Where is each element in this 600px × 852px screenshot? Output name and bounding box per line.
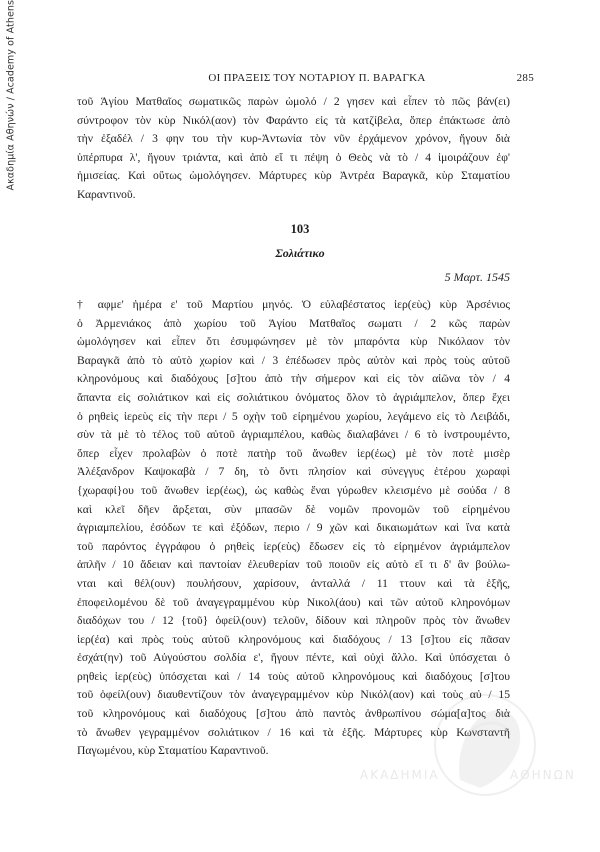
text-line: ρηθεὶς ἱερ(εὺς) ὑπόσχεται καὶ / 14 τοὺς αὐτοῦ κληρονόμους καὶ διαδόχους [σ]του (77, 669, 510, 683)
text-line: σύντροφον τὸν κὺρ Νικόλ(αον) τὸν Φαράντο εἰς τὰ κατζίβελα, ὅπερ ἐπάκτωσε ἀπὸ (77, 113, 510, 127)
text-line: ἅπαντα εἰς σολιάτικον καὶ εἰς σολιάτικου ὀνόματος ὅλον τὸ ἀγριάμπελον, ὅπερ ἔχει (77, 390, 510, 404)
page-number: 285 (516, 72, 534, 84)
text-line: ἱερ(έα) καὶ πρὸς τοὺς αὐτοῦ κληρονόμους καὶ διαδόχους / 13 [σ]του εἰς πᾶσαν (77, 632, 510, 646)
text-line: τοῦ κληρονόμους καὶ διαδόχους [σ]του ἀπὸ παντὸς ἀνθρωπίνου σώμα[α]τος διὰ (77, 707, 510, 721)
text-line: ὁ Ἀρμενιάκος ἀπὸ χωρίου τοῦ Ἁγίου Ματθαῖος σωματι / 2 κῶς παρὼν (77, 316, 510, 330)
text-line: σὺν τὰ μὲ τὸ τέλος τοῦ αὐτοῦ ἀγριαμπέλου, καθὼς διαλαβάνει / 6 τὸ ἰνστρουμέντο, (77, 428, 510, 442)
text-line: νται καὶ θέλ(ουν) πουλήσουν, χαρίσουν, ἀνταλλά / 11 ττουν καὶ τὰ ἑξῆς, (77, 576, 510, 590)
text-line: καὶ κλεῖ δῆεν ἄρξεται, σὺν μπασῶν δὲ νομῶν προνομῶν τοῦ εἰρημένου (77, 502, 510, 516)
academy-watermark (360, 690, 600, 840)
side-label: Ακαδημία Αθηνών / Academy of Athens (5, 0, 17, 191)
text-line: ἐποφειλομένου δὲ τοῦ ἀναγεγραμμένου κὺρ Νικολ(άου) καὶ τῶν αὐτοῦ κληρονόμων (77, 595, 510, 609)
text-line: τοῦ Ἁγίου Ματθαῖος σωματικῶς παρὼν ὡμολό / 2 γησεν καὶ εἶπεν τὸ πῶς βάν(ει) (77, 95, 510, 108)
text-line: ἡμισείας. Καὶ οὕτως ὡμολόγησεν. Μάρτυρες κὺρ Ἀντρέα Βαραγκᾶ, κὺρ Σταματίου (77, 169, 510, 183)
watermark-word-1: ΑΚΑΔΗΜΙΑ (360, 768, 440, 782)
text-line: τοῦ ὀφείλ(ουν) διαυθεντίζουν τὸν ἀναγεγραμμένον κὺρ Νικόλ(αον) καὶ τοὺς αὐ / 15 (77, 688, 510, 702)
text-line: ὁ ρηθεὶς ἱερεὺς εἰς τὴν περι / 5 οχὴν τοῦ εἰρημένου χωρίου, λεγάμενο εἰς τὸ Λειβάδι, (77, 409, 510, 423)
text-line: τὸ ἄνωθεν γεγραμμένον σολιάτικον / 16 καὶ τὰ ἑξῆς. Μάρτυρες κὺρ Κωνσταντῆ (77, 725, 510, 739)
text-line: Καραντινοῦ. (77, 187, 136, 201)
text-line: τοῦ παρόντος ἐγγράφου ὁ ρηθεὶς ἱερ(εὺς) ἔδωσεν εἰς τὸ εἰρημένον ἀγριάμπελον (77, 539, 510, 553)
watermark-word-2: ΑΘΗΝΩΝ (510, 768, 576, 782)
text-line: κληρονόμους καὶ διαδόχους [σ]του ἀπὸ τὴν σήμερον καὶ εἰς τὸν αἰῶνα τὸν / 4 (77, 372, 510, 386)
text-line: ἀπλῆν / 10 ἄδειαν καὶ παντοίαν ἐλευθερίαν τοῦ ποιοῦν εἰς αὐτὸ εἴ τι δ' ἂν βούλω- (77, 558, 510, 572)
document-date: 5 Μαρτ. 1545 (444, 270, 510, 284)
text-line: ἀγριαμπελίου, ἐσόδων τε καὶ ἐξόδων, περιο / 9 χῶν καὶ δικαιωμάτων καὶ ἵνα κατὰ (77, 521, 510, 535)
text-line: ἐσχάτ(ην) τοῦ Αὐγούστου σολδία ε', ἤγουν πέντε, καὶ οὐχὶ ἄλλο. Καὶ ὑπόσχεται ὁ (77, 651, 510, 665)
watermark-text (360, 768, 600, 782)
athena-seal-icon (360, 690, 600, 840)
text-line: Παγωμένου, κὺρ Σταματίου Καραντινοῦ. (77, 744, 269, 758)
text-line: {χωραφί}ου τοῦ ἄνωθεν ἱερ(έως), ὡς καθὼς ἔναι γύρωθεν κλεισμένο μὲ σούδα / 8 (77, 483, 510, 497)
text-line: ὑπέρπυρα λ', ἤγουν τριάντα, καὶ ἀπὸ εἴ τι πέψη ὁ Θεὸς νὰ τὸ / 4 ἰμοιράζουν ἐφ' (77, 150, 510, 164)
text-line: Βαραγκᾶ ἀπὸ τὸ αὐτὸ χωρίον καὶ / 3 ἐπέδωσεν πρὸς αὐτὸν καὶ πρὸς τοὺς αὐτοῦ (77, 353, 510, 367)
document-title: Σολιάτικο (275, 246, 325, 260)
text-line: τὴν ἐξαδέλ / 3 φην του τὴν κυρ-Ἀντωνία τὸν νῦν ἐρχάμενον χρόνον, ἤγουν διὰ (77, 132, 510, 146)
continuation-text (77, 93, 510, 205)
text-line: Ἀλέξανδρον Καψοκαβὰ / 7 δη, τὸ ὄντι πλησίον καὶ σύνεγγυς ἑτέρου χωραφὶ (77, 465, 510, 479)
text-line: † αφμε' ἡμέρα ε' τοῦ Μαρτίου μηνός. Ὁ εὐλαβέστατος ἱερ(εὺς) κὺρ Ἀρσένιος (77, 298, 510, 311)
running-title: ΟΙ ΠΡΑΞΕΙΣ ΤΟΥ ΝΟΤΑΡΙΟΥ Π. ΒΑΡΑΓΚΑ (208, 72, 426, 84)
text-line: διαδόχων του / 12 {τοῦ} ὀφείλ(ουν) τελοῦν, δίδουν καὶ πληροῦν πρὸς τὸν ἄνωθεν (77, 614, 510, 628)
page-header (100, 72, 534, 88)
text-line: ὅπερ εἶχεν προλαβὼν ὁ ποτὲ πατὴρ τοῦ ἄνωθεν ἱερ(έως) μὲ τὸν ποτὲ μισὲρ (77, 446, 510, 460)
document-number: 103 (290, 222, 310, 236)
text-line: ὡμολόγησεν καὶ εἶπεν ὅτι ἐσυμφώνησεν μὲ τὸν μπαρόντα κὺρ Νικόλαον τὸν (77, 335, 510, 349)
